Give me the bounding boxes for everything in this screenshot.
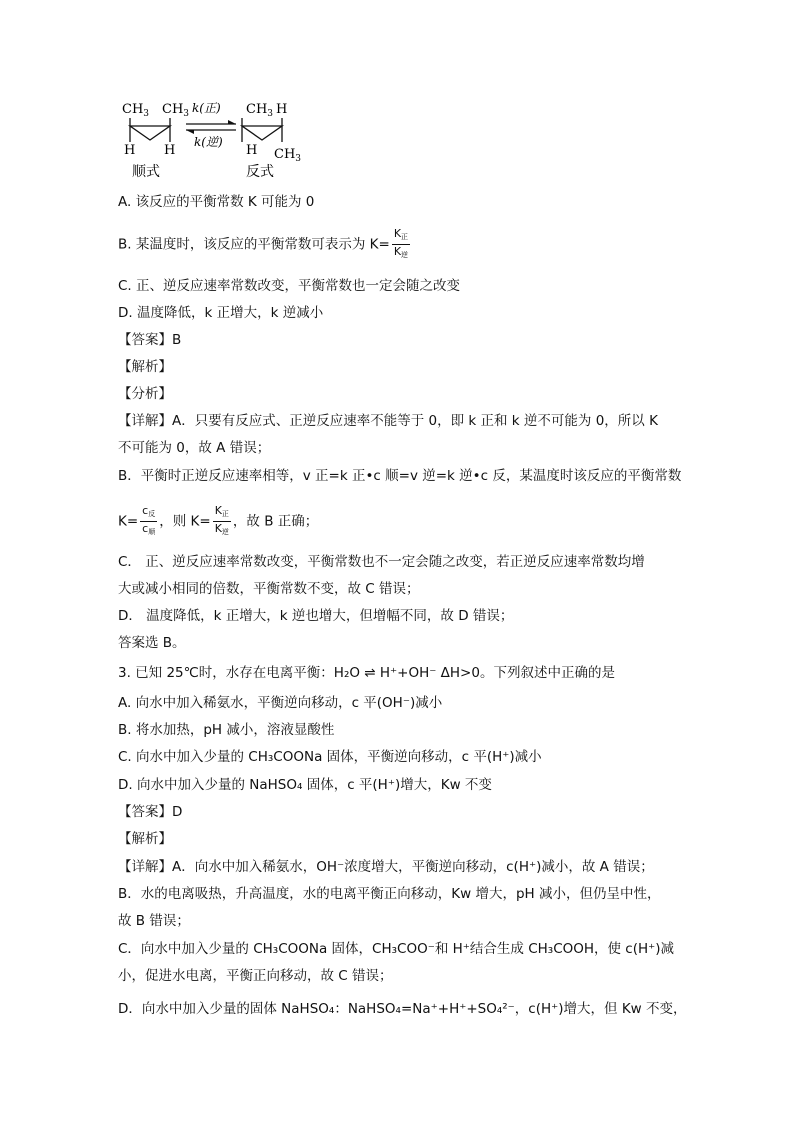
q2-option-d: D. 温度降低，k 正增大，k 逆减小 [118, 305, 324, 321]
q3-detail-line: C．向水中加入少量的 CH₃COONa 固体，CH₃COO⁻和 H⁺结合生成 CH₃COOH，使 c(H⁺)减 [118, 941, 675, 957]
k-ratio-fraction: $\frac{\text{K正}}{\text{K逆}}$ [214, 504, 229, 536]
q3-detail-line: 小，促进水电离，平衡正向移动，故 C 错误； [118, 968, 393, 984]
q2-detail-line: D． 温度降低，k 正增大，k 逆也增大，但增幅不同，故 D 错误； [118, 608, 514, 624]
q3-detail-line: B．水的电离吸热，升高温度，水的电离平衡正向移动，Kw 增大，pH 减小，但仍呈中性， [118, 886, 661, 902]
q3-stem: 3. 已知 25℃时，水存在电离平衡：H₂O ⇌ H⁺+OH⁻ ΔH>0。下列叙述中正确的是 [118, 665, 615, 681]
svg-text:H: H [124, 143, 136, 158]
q2-detail-line: B．平衡时正逆反应速率相等，v 正=k 正•c 顺=v 逆=k 逆•c 反，某温度时该反应的平衡常数 [118, 468, 682, 484]
c-ratio-fraction: $\frac{\text{c反}}{\text{c顺}}$ [142, 504, 156, 536]
q2-detail-line: 大或减小相同的倍数，平衡常数不变，故 C 错误； [118, 581, 420, 597]
q3-answer: 【答案】D [118, 804, 183, 820]
q2-analysis-heading: 【解析】 [118, 359, 172, 375]
q3-option-b: B. 将水加热，pH 减小，溶液显酸性 [118, 722, 335, 738]
q2-fenxi-heading: 【分析】 [118, 386, 172, 402]
q3-option-a: A. 向水中加入稀氨水，平衡逆向移动，c 平(OH⁻)减小 [118, 695, 443, 711]
svg-text:k(逆): k(逆) [194, 135, 223, 149]
kf-over-kr-fraction: $\frac{\text{K正}}{\text{K逆}}$ [393, 227, 409, 259]
svg-text:k(正): k(正) [192, 101, 221, 115]
q3-option-c: C. 向水中加入少量的 CH₃COONa 固体，平衡逆向移动，c 平(H⁺)减小 [118, 749, 542, 765]
svg-text:H: H [164, 143, 176, 158]
q2-answer: 【答案】B [118, 332, 182, 348]
q3-option-d: D. 向水中加入少量的 NaHSO₄ 固体，c 平(H⁺)增大，Kw 不变 [118, 777, 492, 793]
q2-detail-line: 【详解】A．只要有反应式、正逆反应速率不能等于 0，即 k 正和 k 逆不可能为 0，所以 K [118, 413, 658, 429]
svg-text:CH3: $CH_3$ [274, 147, 302, 164]
svg-text:CH3: $CH_3$ [122, 102, 150, 119]
svg-text:CH3: $CH_3$ [162, 102, 190, 119]
q2-option-b: B. 某温度时，该反应的平衡常数可表示为 K= $\frac{\text{K正}}{\text{K逆}}$ [118, 227, 412, 262]
svg-text:CH3: $CH_3$ [246, 102, 274, 119]
q3-analysis-heading: 【解析】 [118, 831, 172, 847]
svg-text:反式: 反式 [246, 164, 274, 180]
q3-detail-line: 【详解】A．向水中加入稀氨水，OH⁻浓度增大，平衡逆向移动，c(H⁺)减小，故 A 错误； [118, 859, 654, 875]
q2-detail-line: C． 正、逆反应速率常数改变，平衡常数也不一定会随之改变，若正逆反应速率常数均增 [118, 554, 645, 570]
isomerization-figure [118, 96, 318, 180]
svg-text:H: H [276, 102, 288, 117]
q2-detail-line: K= $\frac{\text{c反}}{\text{c顺}}$ ，则 K= $\frac{\text{K正}}{\text{K逆}}$ ，故 B 正确； [118, 504, 318, 539]
q3-detail-line: 故 B 错误； [118, 913, 190, 929]
q2-detail-line: 答案选 B。 [118, 635, 186, 651]
q2-option-a: A. 该反应的平衡常数 K 可能为 0 [118, 194, 315, 210]
svg-text:顺式: 顺式 [132, 164, 160, 180]
q3-detail-line: D．向水中加入少量的固体 NaHSO₄：NaHSO₄=Na⁺+H⁺+SO₄²⁻，c(H⁺)增大，但 Kw 不变， [118, 1001, 687, 1017]
q2-detail-line: 不可能为 0，故 A 错误； [118, 440, 271, 456]
q2-option-c: C. 正、逆反应速率常数改变，平衡常数也一定会随之改变 [118, 278, 461, 294]
svg-text:H: H [246, 143, 258, 158]
